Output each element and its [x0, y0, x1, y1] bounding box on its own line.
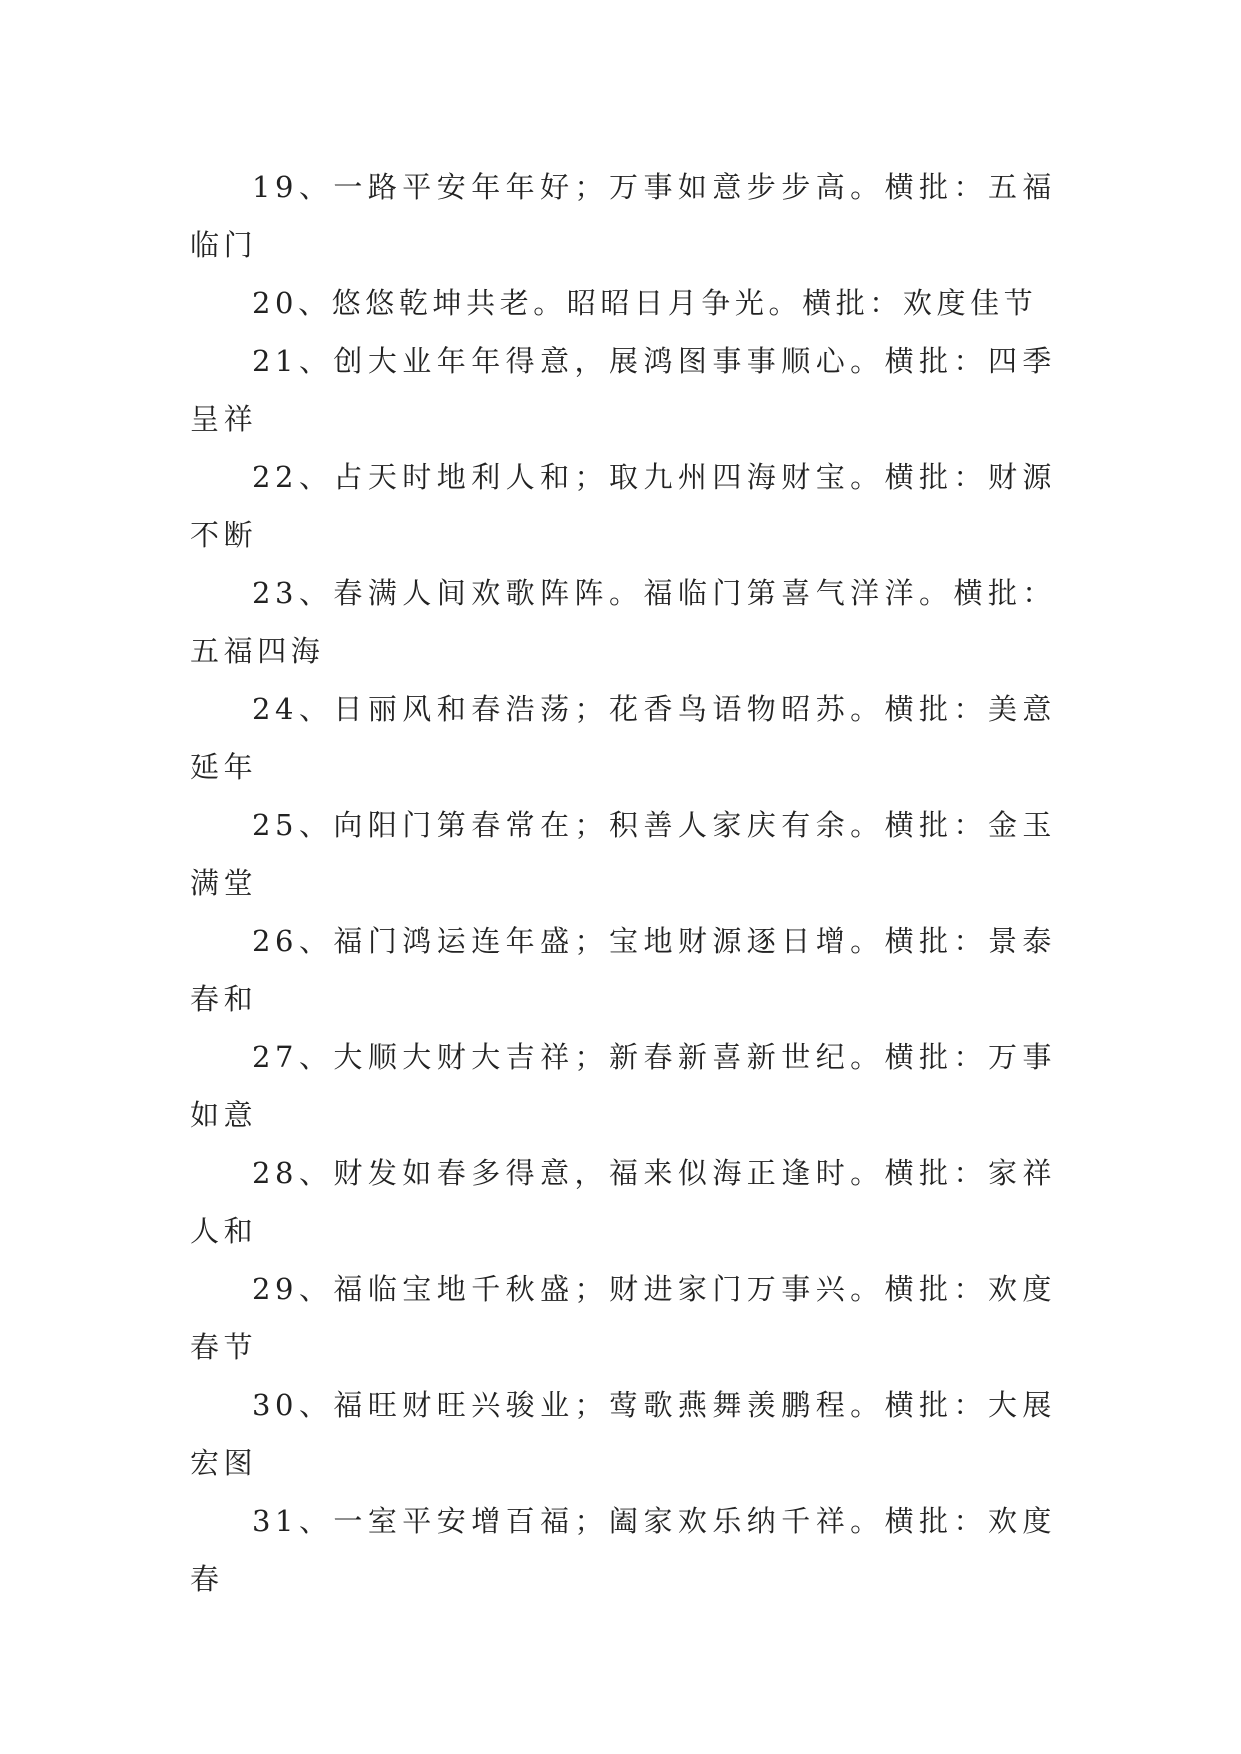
couplet-paragraph-23: 23、春满人间欢歌阵阵。福临门第喜气洋洋。横批：五福四海: [190, 576, 1056, 668]
couplet-paragraph-22: 22、占天时地利人和；取九州四海财宝。横批：财源不断: [190, 460, 1056, 552]
couplet-paragraph-26: 26、福门鸿运连年盛；宝地财源逐日增。横批：景泰春和: [190, 924, 1056, 1016]
couplet-paragraph-30: 30、福旺财旺兴骏业；莺歌燕舞羡鹏程。横批：大展宏图: [190, 1388, 1056, 1480]
couplet-paragraph-28: 28、财发如春多得意，福来似海正逢时。横批：家祥人和: [190, 1156, 1056, 1248]
couplet-paragraph-20: 20、悠悠乾坤共老。昭昭日月争光。横批：欢度佳节: [252, 286, 1038, 320]
couplet-paragraph-29: 29、福临宝地千秋盛；财进家门万事兴。横批：欢度春节: [190, 1272, 1056, 1364]
document-body: [190, 158, 1056, 1608]
couplet-paragraph-19: 19、一路平安年年好；万事如意步步高。横批：五福临门: [190, 170, 1056, 262]
couplet-paragraph-31: 31、一室平安增百福；阖家欢乐纳千祥。横批：欢度春: [190, 1504, 1056, 1596]
couplet-paragraph-21: 21、创大业年年得意，展鸿图事事顺心。横批：四季呈祥: [190, 344, 1056, 436]
couplet-paragraph-27: 27、大顺大财大吉祥；新春新喜新世纪。横批：万事如意: [190, 1040, 1056, 1132]
couplet-paragraph-25: 25、向阳门第春常在；积善人家庆有余。横批：金玉满堂: [190, 808, 1056, 900]
couplet-paragraph-24: 24、日丽风和春浩荡；花香鸟语物昭苏。横批：美意延年: [190, 692, 1056, 784]
